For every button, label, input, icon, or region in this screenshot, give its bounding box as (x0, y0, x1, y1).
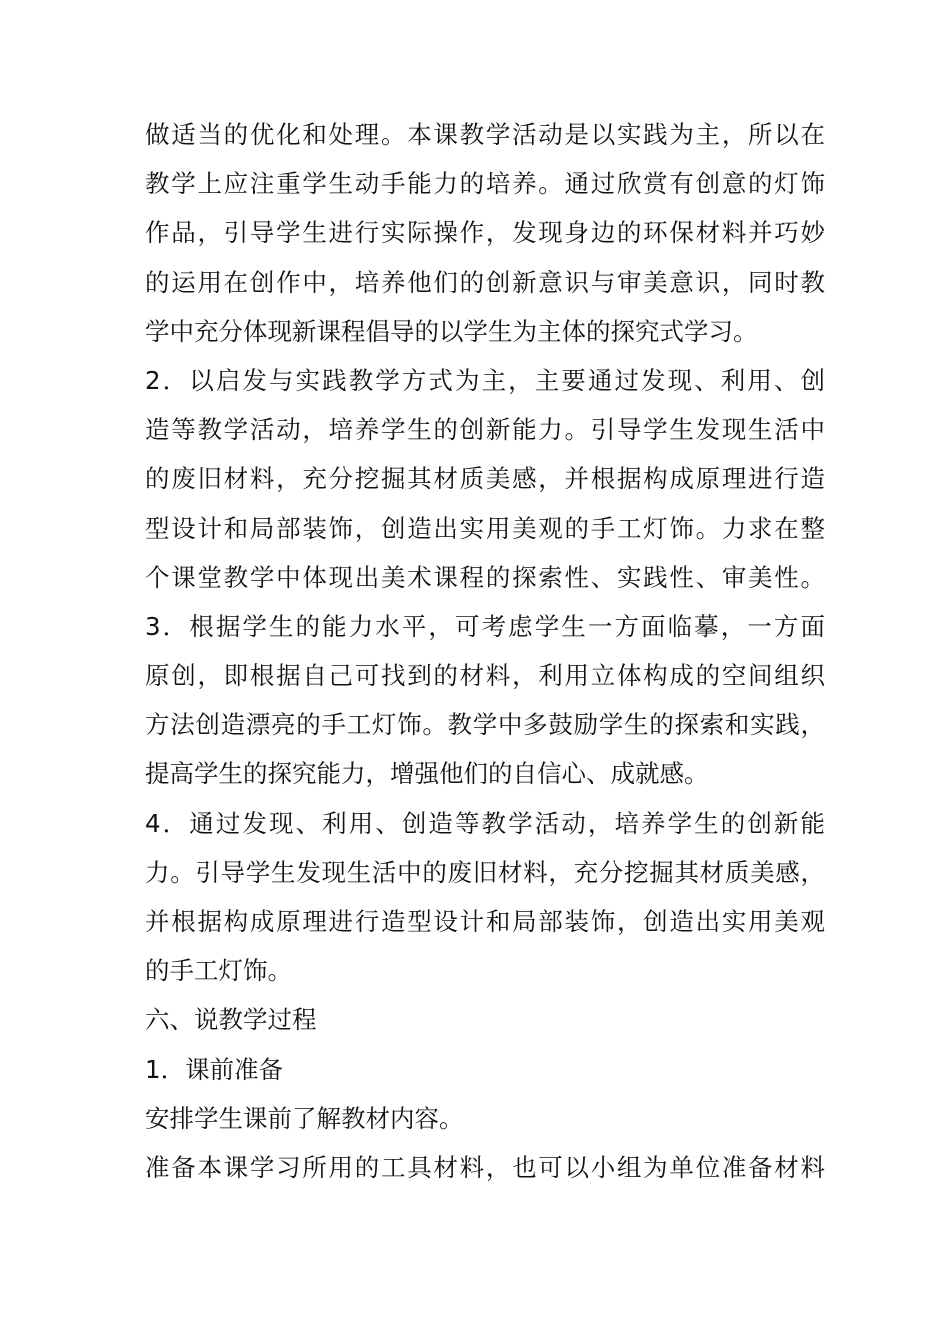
text-line: 1．课前准备 (145, 1054, 284, 1084)
text-line: 3．根据学生的能力水平，可考虑学生一方面临摹，一方面 (145, 611, 825, 641)
text-line: 提高学生的探究能力，增强他们的自信心、成就感。 (145, 759, 709, 789)
text-line: 造等教学活动，培养学生的创新能力。引导学生发现生活中 (145, 415, 825, 445)
text-line: 学中充分体现新课程倡导的以学生为主体的探究式学习。 (145, 316, 758, 346)
text-line: 安排学生课前了解教材内容。 (145, 1103, 464, 1133)
text-line: 六、说教学过程 (145, 1005, 317, 1035)
text-line: 作品，引导学生进行实际操作，发现身边的环保材料并巧妙 (145, 218, 825, 248)
text-line: 准备本课学习所用的工具材料，也可以小组为单位准备材料 (145, 1152, 825, 1182)
text-line: 做适当的优化和处理。本课教学活动是以实践为主，所以在 (145, 120, 825, 149)
text-line: 教学上应注重学生动手能力的培养。通过欣赏有创意的灯饰 (145, 169, 825, 199)
text-line: 的运用在创作中，培养他们的创新意识与审美意识，同时教 (145, 267, 825, 297)
body-text (145, 110, 825, 1192)
text-line: 的废旧材料，充分挖掘其材质美感，并根据构成原理进行造 (145, 464, 825, 494)
text-line: 的手工灯饰。 (145, 956, 292, 986)
text-line: 个课堂教学中体现出美术课程的探索性、实践性、审美性。 (145, 562, 825, 592)
text-line: 原创，即根据自己可找到的材料，利用立体构成的空间组织 (145, 661, 825, 691)
text-line: 2．以启发与实践教学方式为主，主要通过发现、利用、创 (145, 365, 825, 395)
text-line: 方法创造漂亮的手工灯饰。教学中多鼓励学生的探索和实践， (145, 710, 825, 740)
text-line: 4．通过发现、利用、创造等教学活动，培养学生的创新能 (145, 808, 825, 838)
text-line: 型设计和局部装饰，创造出实用美观的手工灯饰。力求在整 (145, 513, 825, 543)
text-line: 并根据构成原理进行造型设计和局部装饰，创造出实用美观 (145, 907, 825, 936)
text-line: 力。引导学生发现生活中的废旧材料，充分挖掘其材质美感， (145, 857, 825, 887)
